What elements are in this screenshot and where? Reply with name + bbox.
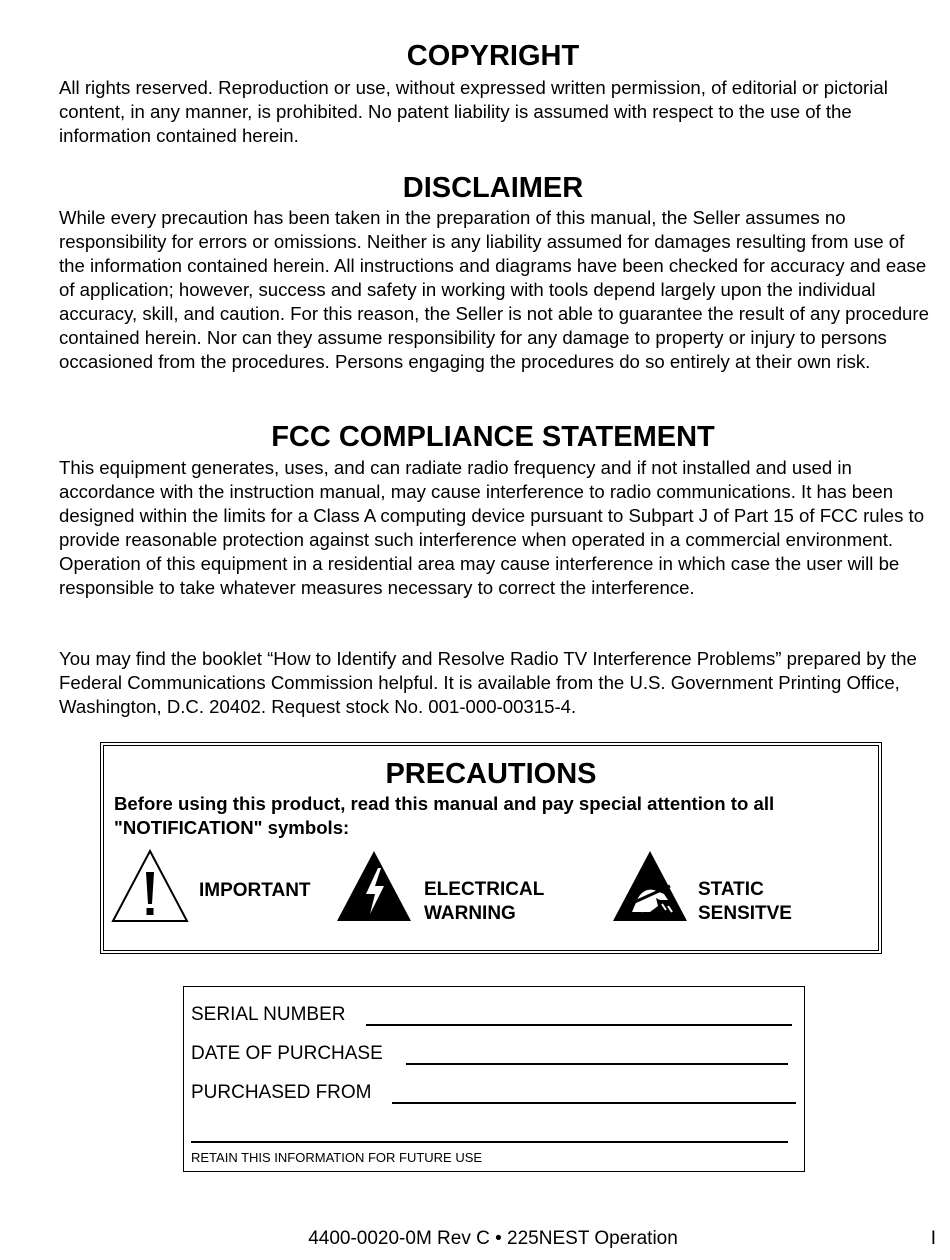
precautions-heading: PRECAUTIONS — [385, 758, 597, 790]
fcc-booklet-text: You may find the booklet “How to Identify and Resolve Radio TV Interference Problems” prepared by the Federal Communications Commission helpful. It is available from the U.S. Government Printing Office, Washington, D.C. 20402. Request stock No. 001-000-00315-4. — [59, 648, 917, 717]
footer-doc-ref: 4400-0020-0M Rev C • 225NEST Operation — [308, 1228, 678, 1249]
serial-number-label: SERIAL NUMBER — [191, 1004, 346, 1025]
retain-note: RETAIN THIS INFORMATION FOR FUTURE USE — [191, 1150, 483, 1165]
symbol-label-static: STATIC — [698, 879, 764, 900]
extra-info-line[interactable] — [191, 1141, 788, 1143]
symbol-label-warning: WARNING — [424, 903, 516, 924]
exclamation-triangle-icon — [110, 848, 190, 929]
symbol-label-important: IMPORTANT — [199, 880, 311, 901]
precautions-box — [100, 742, 882, 954]
disclaimer-heading: DISCLAIMER — [402, 172, 584, 204]
purchased-from-line[interactable] — [392, 1102, 796, 1104]
purchase-info-form — [183, 986, 805, 1172]
lightning-triangle-icon — [334, 848, 414, 929]
symbol-label-sensitive: SENSITVE — [698, 903, 792, 924]
purchased-from-label: PURCHASED FROM — [191, 1082, 372, 1103]
disclaimer-text: While every precaution has been taken in the preparation of this manual, the Seller assumes no responsibility for errors or omissions. Neither is any liability assumed for damages resulting from use of the information contained herein. All instructions and diagrams have been checked for accuracy and ease of application; however, success and safety in working with tools depend largely upon the individual accuracy, skill, and caution. For this reason, the Seller is not able to guarantee the result of any procedure contained herein. Nor can they assume responsibility for any damage to property or injury to persons occasioned from the procedures. Persons engaging the procedures do so entirely at their own risk. — [59, 207, 929, 372]
static-hand-triangle-icon — [610, 848, 690, 929]
serial-number-line[interactable] — [366, 1024, 792, 1026]
page-number: I — [930, 1228, 936, 1249]
date-of-purchase-line[interactable] — [406, 1063, 788, 1065]
precautions-note: Before using this product, read this manual and pay special attention to all "NOTIFICATION" symbols: — [114, 793, 775, 838]
copyright-text: All rights reserved. Reproduction or use, without expressed written permission, of editorial or pictorial content, in any manner, is prohibited. No patent liability is assumed with respect to the use of the information contained herein. — [59, 77, 888, 146]
symbol-label-electrical: ELECTRICAL — [424, 879, 545, 900]
fcc-heading: FCC COMPLIANCE STATEMENT — [271, 421, 715, 453]
date-of-purchase-label: DATE OF PURCHASE — [191, 1043, 383, 1064]
copyright-heading: COPYRIGHT — [406, 40, 580, 72]
fcc-text: This equipment generates, uses, and can radiate radio frequency and if not installed and used in accordance with the instruction manual, may cause interference to radio communications. It has been designed within the limits for a Class A computing device pursuant to Subpart J of Part 15 of FCC rules to provide reasonable protection against such interference when operated in a commercial environment. Operation of this equipment in a residential area may cause interference in which case the user will be responsible to take whatever measures necessary to correct the interference. — [59, 457, 925, 598]
